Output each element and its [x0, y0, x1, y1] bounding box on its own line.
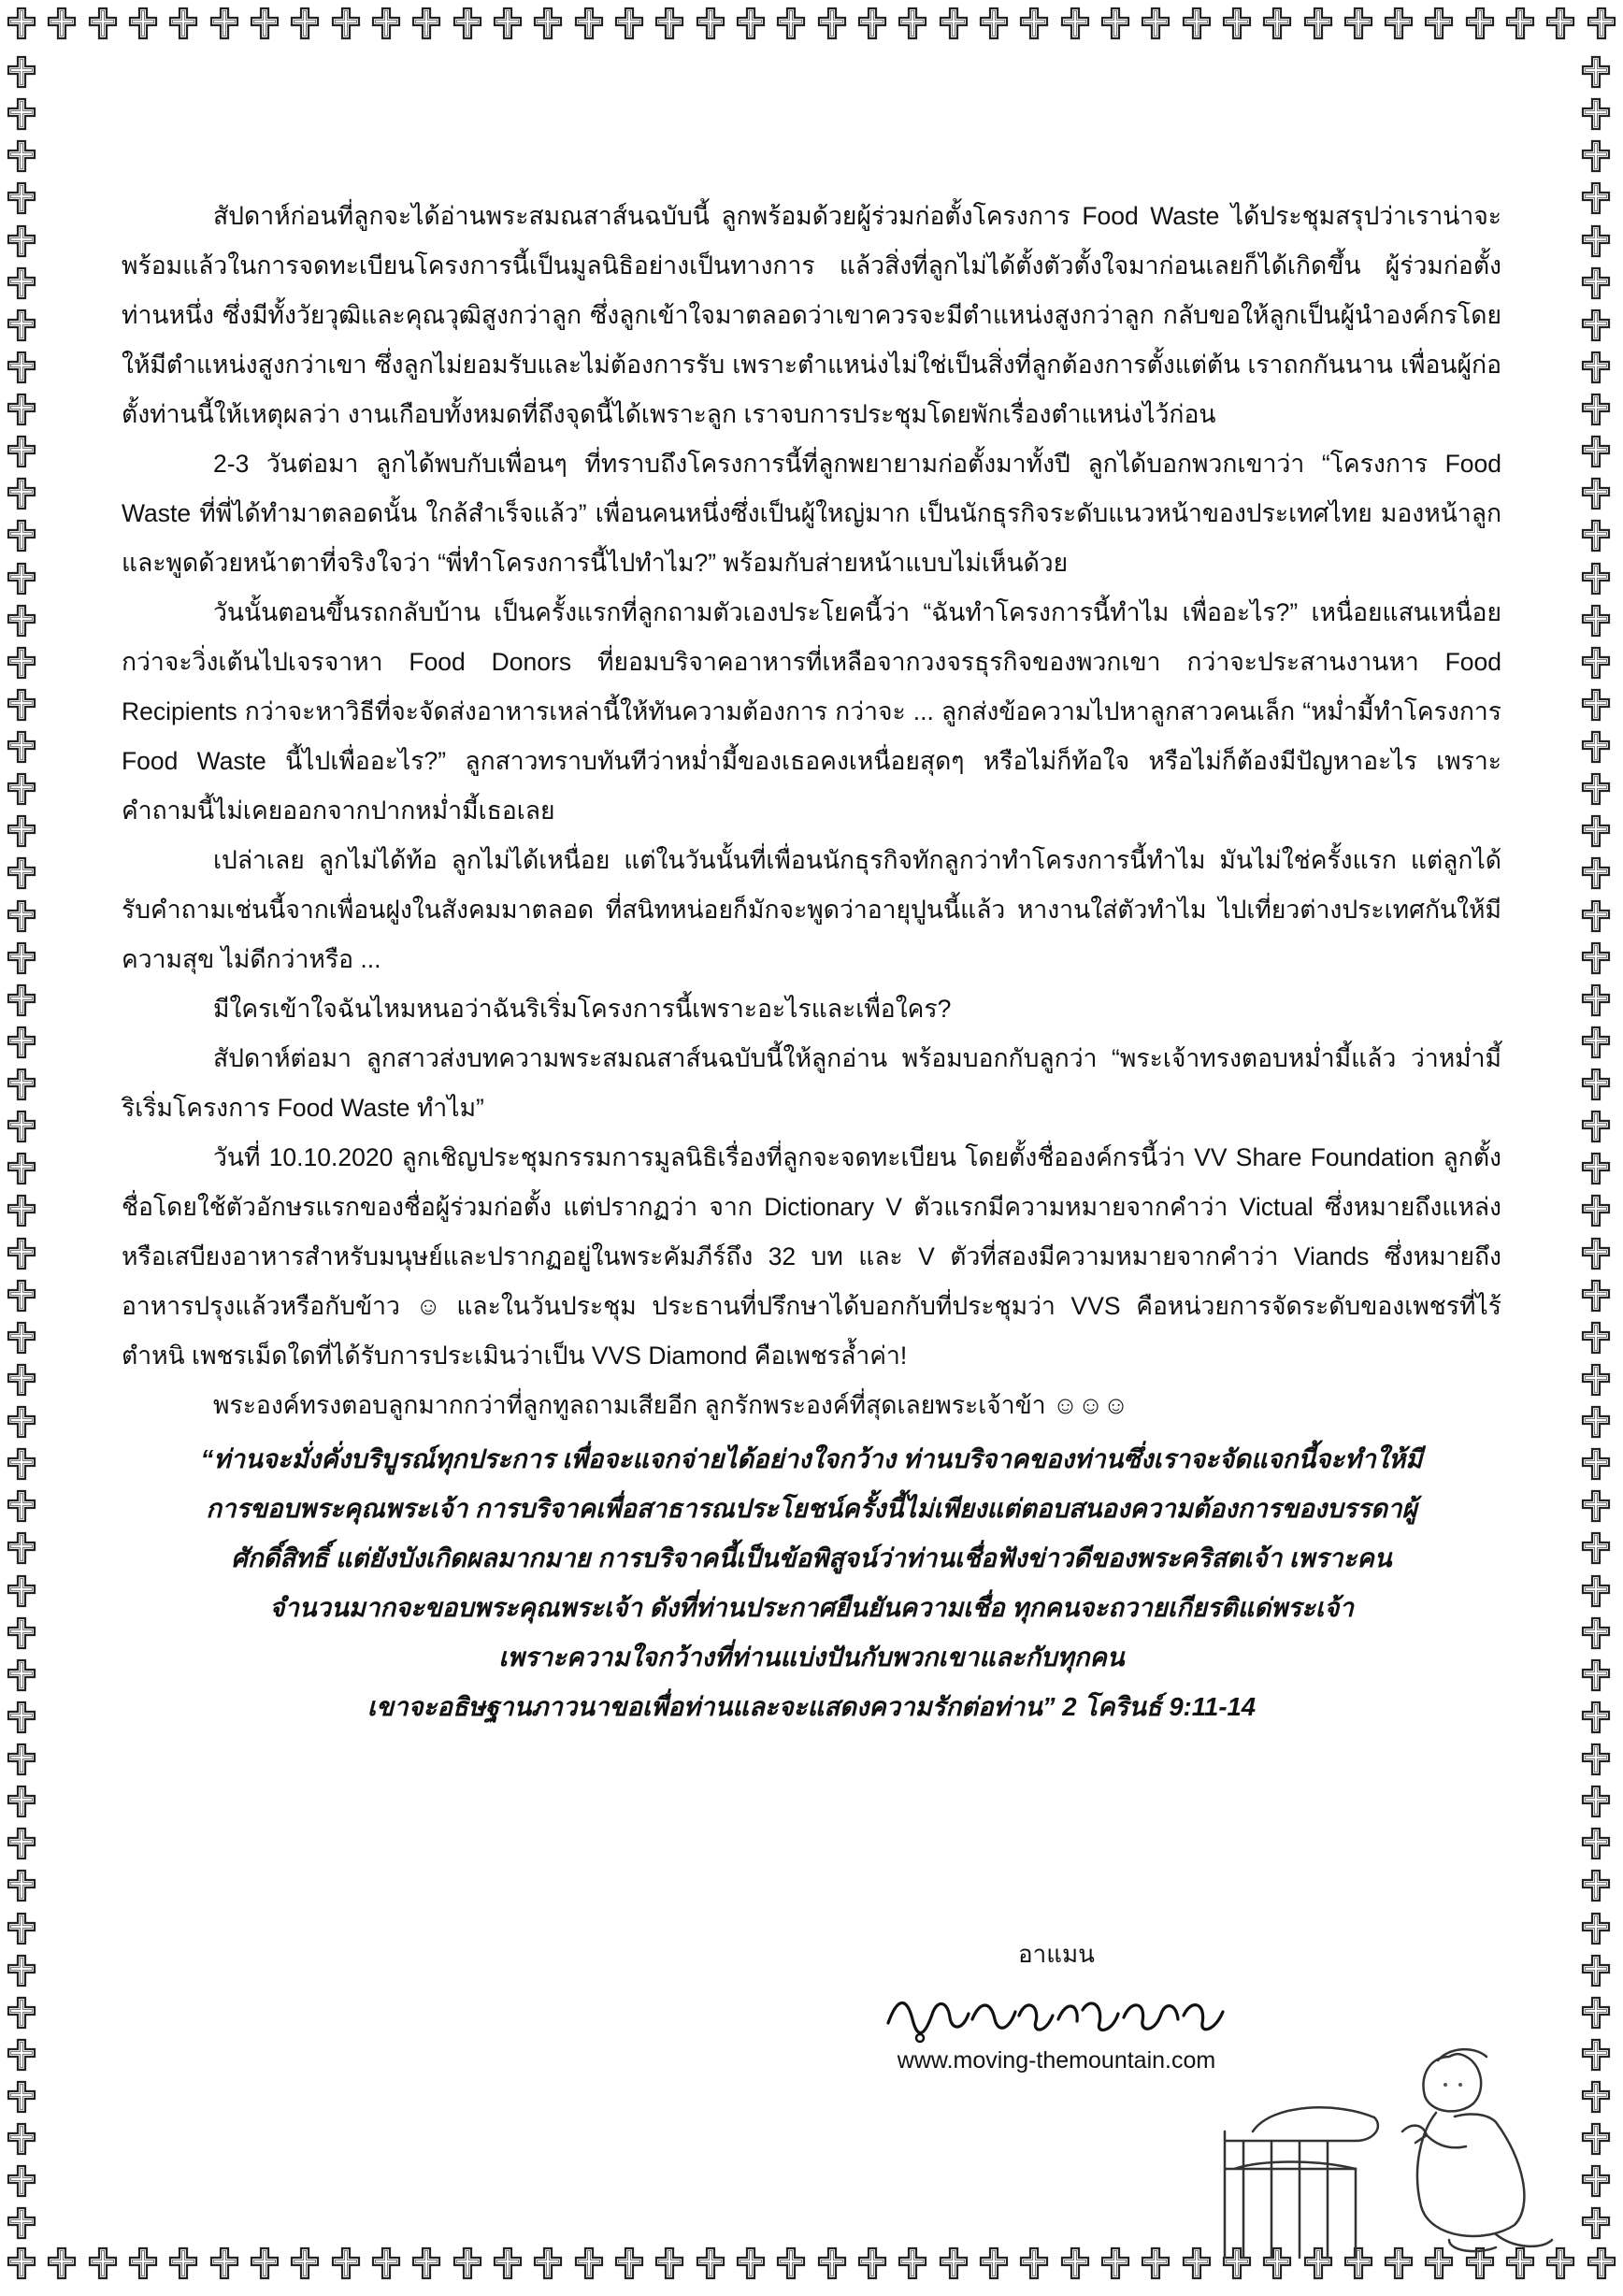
- paragraph-3: วันนั้นตอนขึ้นรถกลับบ้าน เป็นครั้งแรกที่ลูกถามตัวเองประโยคนี้ว่า “ฉันทำโครงการนี้ทำไม เพื่ออะไร?” เหนื่อยแสนเหนื่อย กว่าจะวิ่งเต้นไปเจรจาหา Food Donors ที่ยอมบริจาคอาหารที่เหลือจากวงจรธุรกิจของพวกเขา กว่าจะประสานงานหา Food Recipients กว่าจะหาวิธีที่จะจัดส่งอาหารเหล่านี้ให้ทันความต้องการ กว่าจะ ... ลูกส่งข้อความไปหาลูกสาวคนเล็ก “หม่ำมี้ทำโครงการ Food Waste นี้ไปเพื่ออะไร?” ลูกสาวทราบทันทีว่าหม่ำมี้ของเธอคงเหนื่อยสุดๆ หรือไม่ก็ท้อใจ หรือไม่ก็ต้องมีปัญหาอะไร เพราะคำถามนี้ไม่เคยออกจากปากหม่ำมี้เธอเลย: [122, 598, 1501, 825]
- quote-line: ศักดิ์สิทธิ์ แต่ยังบังเกิดผลมากมาย การบริจาคนี้เป็นข้อพิสูจน์ว่าท่านเชื่อฟังข่าวดีของพระคริสตเจ้า เพราะคน: [231, 1543, 1392, 1572]
- cross-icon: [895, 2246, 930, 2281]
- cross-icon: [976, 6, 1012, 41]
- cross-icon: [1578, 1953, 1614, 1988]
- cross-icon: [733, 6, 768, 41]
- cross-icon: [4, 308, 39, 343]
- cross-icon: [4, 940, 39, 976]
- cross-icon: [1578, 138, 1614, 174]
- cross-icon: [1578, 2163, 1614, 2199]
- cross-icon: [4, 1868, 39, 1903]
- cross-icon: [773, 2246, 809, 2281]
- cross-icon: [4, 1236, 39, 1271]
- cross-icon: [4, 1657, 39, 1693]
- cross-icon: [490, 6, 525, 41]
- cross-icon: [165, 6, 201, 41]
- cross-icon: [1578, 308, 1614, 343]
- cross-icon: [936, 6, 971, 41]
- cross-icon: [733, 2246, 768, 2281]
- paragraph-5: มีใครเข้าใจฉันไหมหนอว่าฉันริเริ่มโครงการนี้เพราะอะไรและเพื่อใคร?: [213, 995, 952, 1023]
- cross-icon: [287, 6, 323, 41]
- quote-line: “ท่านจะมั่งคั่งบริบูรณ์ทุกประการ เพื่อจะแจกจ่ายได้อย่างใจกว้าง ท่านบริจาคของท่านซึ่งเราจะจัดแจกนี้จะทำให้มี: [200, 1444, 1423, 1473]
- cross-icon: [4, 1700, 39, 1735]
- cross-icon: [4, 1573, 39, 1609]
- cross-icon: [1578, 265, 1614, 301]
- cross-icon: [328, 2246, 364, 2281]
- cross-icon: [4, 1362, 39, 1398]
- cross-icon: [1138, 2246, 1173, 2281]
- cross-icon: [1584, 6, 1619, 41]
- cross-icon: [611, 2246, 647, 2281]
- amen-text: อาแมน: [1018, 1940, 1095, 1968]
- paragraph-2: 2-3 วันต่อมา ลูกได้พบกับเพื่อนๆ ที่ทราบถึงโครงการนี้ที่ลูกพยายามก่อตั้งมาทั้งปี ลูกได้บอกพวกเขาว่า “โครงการ Food Waste ที่พี่ได้ทำมาตลอดนั้น ใกล้สำเร็จแล้ว” เพื่อนคนหนึ่งซึ่งเป็นผู้ใหญ่มาก เป็นนักธุรกิจระดับแนวหน้าของประเทศไทย มองหน้าลูกและพูดด้วยหน้าตาที่จริงใจว่า “พี่ทำโครงการนี้ไปทำไม?” พร้อมกับส่ายหน้าแบบไม่เห็นด้วย: [122, 450, 1501, 577]
- cross-icon: [4, 855, 39, 891]
- cross-icon: [1502, 6, 1538, 41]
- cross-icon: [1578, 1236, 1614, 1271]
- cross-icon: [1578, 2079, 1614, 2115]
- cross-icon: [4, 729, 39, 765]
- cross-icon: [4, 2121, 39, 2157]
- cross-icon: [530, 6, 566, 41]
- cross-icon: [4, 1278, 39, 1313]
- cross-icon: [1578, 96, 1614, 132]
- cross-border-left: [4, 54, 45, 2242]
- cross-icon: [1578, 1362, 1614, 1398]
- letter-body: [122, 192, 1501, 1731]
- cross-icon: [1341, 6, 1376, 41]
- cross-icon: [328, 6, 364, 41]
- paragraph-6: สัปดาห์ต่อมา ลูกสาวส่งบทความพระสมณสาส์นฉบับนี้ให้ลูกอ่าน พร้อมบอกกับลูกว่า “พระเจ้าทรงตอบหม่ำมี้แล้ว ว่าหม่ำมี้ริเริ่มโครงการ Food Waste ทำไม”: [122, 1044, 1501, 1122]
- cross-icon: [44, 6, 79, 41]
- cross-icon: [409, 2246, 444, 2281]
- cross-icon: [4, 138, 39, 174]
- cross-icon: [1098, 6, 1133, 41]
- cross-icon: [4, 1953, 39, 1988]
- quote-line: เขาจะอธิษฐานภาวนาขอเพื่อท่านและจะแสดงความรักต่อท่าน” 2 โครินธ์ 9:11-14: [366, 1692, 1257, 1721]
- cross-icon: [1578, 1320, 1614, 1356]
- scripture-quote: [122, 1434, 1501, 1731]
- cross-icon: [1578, 1615, 1614, 1651]
- cross-icon: [814, 2246, 850, 2281]
- cross-icon: [4, 771, 39, 807]
- cross-icon: [1578, 350, 1614, 385]
- cross-icon: [1578, 1446, 1614, 1482]
- cross-icon: [165, 2246, 201, 2281]
- cross-icon: [85, 6, 121, 41]
- cross-icon: [855, 2246, 890, 2281]
- cross-icon: [1578, 2037, 1614, 2073]
- cross-icon: [1179, 2246, 1214, 2281]
- cross-icon: [814, 6, 850, 41]
- cross-icon: [1300, 6, 1336, 41]
- cross-icon: [4, 1067, 39, 1102]
- cross-icon: [1578, 771, 1614, 807]
- cross-icon: [936, 2246, 971, 2281]
- cross-icon: [1578, 2121, 1614, 2157]
- paragraph-7: วันที่ 10.10.2020 ลูกเชิญประชุมกรรมการมูลนิธิเรื่องที่ลูกจะจดทะเบียน โดยตั้งชื่อองค์กรนี้ว่า VV Share Foundation ลูกตั้งชื่อโดยใช้ตัวอักษรแรกของชื่อผู้ร่วมก่อตั้ง แต่ปรากฏว่า จาก Dictionary V ตัวแรกมีความหมายจากคำว่า Victual ซึ่งหมายถึงแหล่งหรือเสบียงอาหารสำหรับมนุษย์และปรากฏอยู่ในพระคัมภีร์ถึง 32 บท และ V ตัวที่สองมีความหมายจากคำว่า Viands ซึ่งหมายถึงอาหารปรุงแล้วหรือกับข้าว ☺ และในวันประชุม ประธานที่ปรึกษาได้บอกกับที่ประชุมว่า VVS คือหน่วยการจัดระดับของเพชรที่ไร้ตำหนิ เพชรเม็ดใดที่ได้รับการประเมินว่าเป็น VVS Diamond คือเพชรล้ำค่า!: [122, 1143, 1501, 1370]
- cross-icon: [1057, 2246, 1093, 2281]
- cross-icon: [4, 223, 39, 259]
- cross-icon: [4, 6, 39, 41]
- cross-icon: [450, 6, 485, 41]
- paragraph-1: สัปดาห์ก่อนที่ลูกจะได้อ่านพระสมณสาส์นฉบับนี้ ลูกพร้อมด้วยผู้ร่วมก่อตั้งโครงการ Food Waste ได้ประชุมสรุปว่าเราน่าจะพร้อมแล้วในการจดทะเบียนโครงการนี้เป็นมูลนิธิอย่างเป็นทางการ แล้วสิ่งที่ลูกไม่ได้ตั้งตัวตั้งใจมาก่อนเลยก็ได้เกิดขึ้น ผู้ร่วมก่อตั้งท่านหนึ่ง ซึ่งมีทั้งวัยวุฒิและคุณวุฒิสูงกว่าลูก ซึ่งลูกเข้าใจมาตลอดว่าเขาควรจะมีตำแหน่งสูงกว่าลูก กลับขอให้ลูกเป็นผู้นำองค์กรโดยให้มีตำแหน่งสูงกว่าเขา ซึ่งลูกไม่ยอมรับและไม่ต้องการรับ เพราะตำแหน่งไม่ใช่เป็นสิ่งที่ลูกต้องการตั้งแต่ต้น เราถกกันนาน เพื่อนผู้ก่อตั้งท่านนี้ให้เหตุผลว่า งานเกือบทั้งหมดที่ถึงจุดนี้ได้เพราะลูก เราจบการประชุมโดยพักเรื่องตำแหน่งไว้ก่อน: [122, 202, 1501, 428]
- cross-icon: [4, 1446, 39, 1482]
- cross-icon: [4, 265, 39, 301]
- cross-icon: [4, 1488, 39, 1524]
- cross-icon: [4, 1404, 39, 1440]
- paragraph-8: พระองค์ทรงตอบลูกมากกว่าที่ลูกทูลถามเสียอีก ลูกรักพระองค์ที่สุดเลยพระเจ้าข้า ☺☺☺: [213, 1391, 1129, 1419]
- cross-border-top: [0, 6, 1623, 47]
- paragraph-4: เปล่าเลย ลูกไม่ได้ท้อ ลูกไม่ได้เหนื่อย แต่ในวันนั้นที่เพื่อนนักธุรกิจทักลูกว่าทำโครงการนี้ทำไม มันไม่ใช่ครั้งแรก แต่ลูกได้รับคำถามเช่นนี้จากเพื่อนฝูงในสังคมมาตลอด ที่สนิทหน่อยก็มักจะพูดว่าอายุปูนนี้แล้ว หางานใส่ตัวทำไม ไปเที่ยวต่างประเทศกันให้มีความสุข ไม่ดีกว่าหรือ ...: [122, 846, 1501, 973]
- cross-icon: [125, 2246, 161, 2281]
- cross-icon: [287, 2246, 323, 2281]
- cross-icon: [247, 6, 282, 41]
- closing-block: [841, 1935, 1271, 2077]
- cross-icon: [611, 6, 647, 41]
- quote-line: การขอบพระคุณพระเจ้า การบริจาคเพื่อสาธารณประโยชน์ครั้งนี้ไม่เพียงแต่ตอบสนองความต้องการของบรรดาผู้: [206, 1494, 1417, 1523]
- cross-icon: [4, 1995, 39, 2031]
- cross-icon: [4, 1025, 39, 1060]
- cross-icon: [4, 645, 39, 681]
- cross-icon: [1578, 476, 1614, 511]
- cross-icon: [1578, 1868, 1614, 1903]
- cross-icon: [1578, 603, 1614, 639]
- cross-icon: [4, 1784, 39, 1819]
- cross-icon: [1016, 6, 1052, 41]
- cross-icon: [652, 6, 687, 41]
- quote-line: จำนวนมากจะขอบพระคุณพระเจ้า ดังที่ท่านประกาศยืนยันความเชื่อ ทุกคนจะถวายเกียรติแด่พระเจ้า: [269, 1593, 1354, 1622]
- cross-icon: [4, 1109, 39, 1144]
- cross-icon: [895, 6, 930, 41]
- cross-icon: [1578, 1657, 1614, 1693]
- cross-icon: [1543, 6, 1578, 41]
- cross-icon: [693, 6, 728, 41]
- cross-border-right: [1578, 54, 1619, 2242]
- cross-icon: [4, 1320, 39, 1356]
- cross-icon: [4, 350, 39, 385]
- cross-icon: [1578, 813, 1614, 849]
- cross-icon: [4, 687, 39, 723]
- cross-icon: [4, 392, 39, 427]
- cross-icon: [4, 1911, 39, 1946]
- cross-icon: [4, 2079, 39, 2115]
- cross-icon: [1578, 180, 1614, 216]
- cross-icon: [773, 6, 809, 41]
- cross-icon: [4, 1530, 39, 1566]
- cross-icon: [4, 983, 39, 1018]
- cross-icon: [1462, 6, 1498, 41]
- cross-icon: [1578, 1278, 1614, 1313]
- cross-icon: [207, 6, 242, 41]
- cross-icon: [1578, 561, 1614, 596]
- cross-icon: [1584, 2246, 1619, 2281]
- cross-icon: [1578, 1826, 1614, 1861]
- cross-icon: [4, 96, 39, 132]
- cross-icon: [1578, 983, 1614, 1018]
- cross-icon: [1578, 1109, 1614, 1144]
- cross-icon: [4, 1151, 39, 1186]
- cross-icon: [1421, 6, 1457, 41]
- cross-icon: [1057, 6, 1093, 41]
- cross-icon: [247, 2246, 282, 2281]
- cross-icon: [4, 54, 39, 90]
- cross-icon: [1578, 1488, 1614, 1524]
- cross-icon: [4, 813, 39, 849]
- cross-icon: [1578, 1067, 1614, 1102]
- cross-icon: [652, 2246, 687, 2281]
- cross-icon: [530, 2246, 566, 2281]
- cross-icon: [1578, 940, 1614, 976]
- cross-icon: [1578, 855, 1614, 891]
- cross-icon: [490, 2246, 525, 2281]
- cross-icon: [1578, 2205, 1614, 2241]
- cross-icon: [1578, 1573, 1614, 1609]
- cross-icon: [4, 561, 39, 596]
- cross-icon: [4, 2205, 39, 2241]
- cross-icon: [1578, 1404, 1614, 1440]
- cross-icon: [4, 1615, 39, 1651]
- cross-icon: [4, 180, 39, 216]
- cross-icon: [693, 2246, 728, 2281]
- cross-icon: [571, 2246, 607, 2281]
- cross-icon: [571, 6, 607, 41]
- cross-icon: [1578, 518, 1614, 553]
- cross-icon: [4, 898, 39, 934]
- cross-icon: [409, 6, 444, 41]
- cross-icon: [4, 2163, 39, 2199]
- cross-icon: [1578, 1151, 1614, 1186]
- cross-icon: [1578, 1193, 1614, 1228]
- cross-icon: [1259, 6, 1295, 41]
- cross-icon: [44, 2246, 79, 2281]
- praying-child-drawing: [1215, 2019, 1571, 2262]
- cross-icon: [1578, 392, 1614, 427]
- handwritten-signature: [879, 1978, 1234, 2044]
- cross-icon: [1179, 6, 1214, 41]
- cross-icon: [1578, 645, 1614, 681]
- cross-icon: [1578, 223, 1614, 259]
- website-text: www.moving-themountain.com: [897, 2047, 1216, 2074]
- cross-icon: [125, 6, 161, 41]
- cross-icon: [1098, 2246, 1133, 2281]
- cross-icon: [4, 1826, 39, 1861]
- cross-icon: [1016, 2246, 1052, 2281]
- cross-icon: [4, 603, 39, 639]
- quote-line: เพราะความใจกว้างที่ท่านแบ่งปันกับพวกเขาและกับทุกคน: [498, 1643, 1125, 1672]
- cross-icon: [1578, 1530, 1614, 1566]
- cross-icon: [85, 2246, 121, 2281]
- cross-icon: [4, 2246, 39, 2281]
- cross-icon: [1138, 6, 1173, 41]
- cross-icon: [1578, 1025, 1614, 1060]
- cross-icon: [1381, 6, 1416, 41]
- cross-icon: [1578, 1911, 1614, 1946]
- cross-icon: [1578, 1700, 1614, 1735]
- cross-icon: [855, 6, 890, 41]
- cross-icon: [207, 2246, 242, 2281]
- cross-icon: [4, 518, 39, 553]
- cross-icon: [1578, 1995, 1614, 2031]
- cross-icon: [1578, 1742, 1614, 1777]
- cross-icon: [1219, 6, 1255, 41]
- cross-icon: [1578, 898, 1614, 934]
- cross-icon: [1578, 434, 1614, 469]
- cross-icon: [4, 1193, 39, 1228]
- cross-icon: [4, 1742, 39, 1777]
- cross-icon: [976, 2246, 1012, 2281]
- cross-icon: [1578, 687, 1614, 723]
- cross-icon: [4, 476, 39, 511]
- cross-icon: [368, 6, 404, 41]
- cross-icon: [4, 2037, 39, 2073]
- cross-icon: [1578, 729, 1614, 765]
- cross-icon: [1578, 1784, 1614, 1819]
- cross-icon: [368, 2246, 404, 2281]
- cross-icon: [4, 434, 39, 469]
- cross-icon: [450, 2246, 485, 2281]
- cross-icon: [1578, 54, 1614, 90]
